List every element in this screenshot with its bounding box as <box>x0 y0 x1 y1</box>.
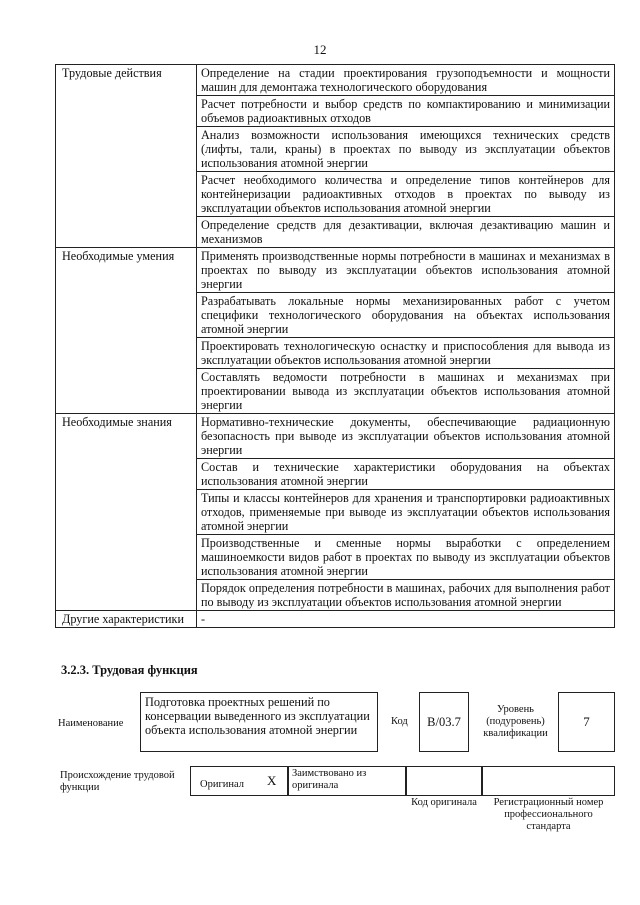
row-group-label: Необходимые знания <box>56 414 197 611</box>
row-description: Анализ возможности использования имеющихся технических средств (лифты, тали, краны) в проектах по выводу из эксплуатации объектов использования атомной энергии <box>197 127 615 172</box>
row-description: Составлять ведомости потребности в машинах и механизмах при проектировании вывода из эксплуатации объектов использования атомной энергии <box>197 369 615 414</box>
row-group-label: Другие характеристики <box>56 611 197 628</box>
row-description: Производственные и сменные нормы выработки с определением машиноемкости видов работ в проектах по выводу из эксплуатации объектов использования атомной энергии <box>197 535 615 580</box>
section-title: 3.2.3. Трудовая функция <box>61 663 198 677</box>
registration-number-cell <box>482 766 615 796</box>
original-label: Оригинал <box>200 779 244 790</box>
code-label: Код <box>391 716 408 727</box>
name-label: Наименование <box>58 718 124 729</box>
row-description: Применять производственные нормы потребности в машинах и механизмах в проектах по выводу из эксплуатации объектов использования атомной энергии <box>197 248 615 293</box>
row-description: Состав и технические характеристики оборудования на объектах использования атомной энергии <box>197 459 615 490</box>
competency-table-body <box>56 65 615 628</box>
registration-number-caption: Регистрационный номер профессионального стандарта <box>493 797 604 832</box>
row-description: Расчет потребности и выбор средств по компактированию и минимизации объемов радиоактивных отходов <box>197 96 615 127</box>
row-description: Разрабатывать локальные нормы механизированных работ с учетом специфики технологического оборудования на объектах использования атомной энергии <box>197 293 615 338</box>
row-group-label: Необходимые умения <box>56 248 197 414</box>
code-original-caption: Код оригинала <box>411 797 477 808</box>
row-group-label: Трудовые действия <box>56 65 197 248</box>
code-original-cell <box>406 766 482 796</box>
table-row <box>56 611 615 628</box>
page-number: 12 <box>313 42 327 57</box>
row-description: Проектировать технологическую оснастку и приспособления для вывода из эксплуатации объектов использования атомной энергии <box>197 338 615 369</box>
row-description: Расчет необходимого количества и определение типов контейнеров для контейнеризации радиоактивных отходов в проектах по выводу из эксплуатации объектов использования атомной энергии <box>197 172 615 217</box>
qualification-level-field: 7 <box>558 692 615 752</box>
function-code-field: B/03.7 <box>419 692 469 752</box>
borrowed-label: Заимствовано из оригинала <box>292 768 367 791</box>
table-row <box>56 248 615 293</box>
qualification-level-label: Уровень (подуровень) квалификации <box>483 704 548 739</box>
original-mark: X <box>267 773 277 788</box>
origin-label: Происхождение трудовой функции <box>60 770 175 793</box>
row-description: Определение средств для дезактивации, включая дезактивацию машин и механизмов <box>197 217 615 248</box>
row-description: Определение на стадии проектирования грузоподъемности и мощности машин для демонтажа технологического оборудования <box>197 65 615 96</box>
function-name-field: Подготовка проектных решений по консервации выведенного из эксплуатации объекта использования атомной энергии <box>140 692 378 752</box>
row-description: Нормативно-технические документы, обеспечивающие радиационную безопасность при выводе из эксплуатации объектов использования атомной энергии <box>197 414 615 459</box>
competency-table <box>55 64 615 628</box>
row-description: Порядок определения потребности в машинах, рабочих для выполнения работ по выводу из эксплуатации объектов использования атомной энергии <box>197 580 615 611</box>
table-row <box>56 414 615 459</box>
table-row <box>56 65 615 96</box>
row-description: Типы и классы контейнеров для хранения и транспортировки радиоактивных отходов, применяемые при выводе из эксплуатации объектов использования атомной энергии <box>197 490 615 535</box>
row-description: - <box>197 611 615 628</box>
